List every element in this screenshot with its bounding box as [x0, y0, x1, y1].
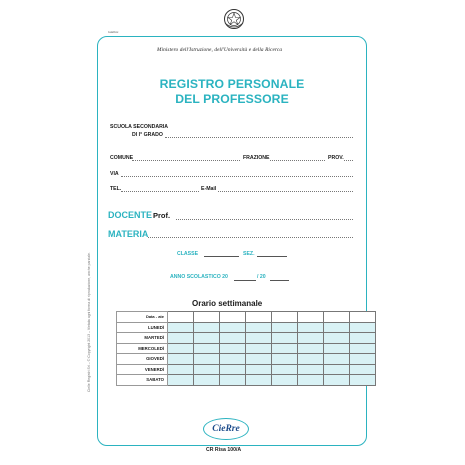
label-tel: TEL.: [110, 186, 122, 192]
schedule-cell[interactable]: [298, 322, 324, 333]
schedule-cell[interactable]: [246, 375, 272, 386]
schedule-cell[interactable]: [220, 322, 246, 333]
hour-header-cell[interactable]: [298, 312, 324, 323]
docente-field-line[interactable]: [176, 219, 353, 220]
schedule-cell[interactable]: [220, 375, 246, 386]
schedule-cell[interactable]: [324, 343, 350, 354]
anno-start-line[interactable]: [234, 280, 256, 281]
label-prof: Prof.: [153, 211, 171, 220]
schedule-cell[interactable]: [272, 375, 298, 386]
schedule-cell[interactable]: [350, 333, 376, 344]
schedule-cell[interactable]: [168, 322, 194, 333]
prov-field-line[interactable]: [344, 160, 353, 161]
day-label: SABATO: [117, 375, 168, 386]
via-field-line[interactable]: [121, 176, 353, 177]
day-label: LUNEDÌ: [117, 322, 168, 333]
schedule-cell[interactable]: [246, 364, 272, 375]
schedule-cell[interactable]: [220, 364, 246, 375]
schedule-cell[interactable]: [168, 375, 194, 386]
schedule-cell[interactable]: [272, 333, 298, 344]
schedule-cell[interactable]: [194, 375, 220, 386]
republic-emblem-icon: [222, 7, 246, 31]
schedule-cell[interactable]: [220, 354, 246, 365]
comune-field-line[interactable]: [132, 160, 240, 161]
table-row: [117, 322, 376, 333]
sez-field-line[interactable]: [257, 256, 287, 257]
day-label: VENERDÌ: [117, 364, 168, 375]
email-field-line[interactable]: [218, 191, 353, 192]
table-row: [117, 364, 376, 375]
schedule-cell[interactable]: [168, 333, 194, 344]
orario-table: [116, 311, 376, 386]
schedule-cell[interactable]: [350, 354, 376, 365]
anno-end-line[interactable]: [270, 280, 289, 281]
schedule-cell[interactable]: [324, 364, 350, 375]
schedule-cell[interactable]: [194, 343, 220, 354]
day-label: MERCOLEDÌ: [117, 343, 168, 354]
table-row: [117, 375, 376, 386]
label-anno-sep: / 20: [257, 274, 266, 280]
schedule-cell[interactable]: [324, 354, 350, 365]
corner-tag: Giallos: [108, 30, 119, 34]
hour-header-cell[interactable]: [194, 312, 220, 323]
schedule-cell[interactable]: [350, 343, 376, 354]
ministry-heading: Ministero dell'Istruzione, dell'Università e della Ricerca: [157, 47, 283, 53]
frazione-field-line[interactable]: [270, 160, 325, 161]
schedule-cell[interactable]: [246, 343, 272, 354]
document-title-line2: DEL PROFESSORE: [175, 92, 289, 106]
label-scuola: SCUOLA SECONDARIA: [110, 124, 169, 130]
schedule-cell[interactable]: [168, 343, 194, 354]
hour-header-cell[interactable]: [220, 312, 246, 323]
schedule-cell[interactable]: [194, 364, 220, 375]
schedule-cell[interactable]: [324, 322, 350, 333]
schedule-cell[interactable]: [298, 343, 324, 354]
schedule-cell[interactable]: [194, 333, 220, 344]
schedule-cell[interactable]: [298, 354, 324, 365]
label-grado: DI I° GRADO: [132, 132, 163, 138]
schedule-cell[interactable]: [220, 343, 246, 354]
schedule-cell[interactable]: [168, 354, 194, 365]
schedule-cell[interactable]: [324, 333, 350, 344]
label-materia: MATERIA: [108, 229, 149, 239]
schedule-cell[interactable]: [194, 354, 220, 365]
schedule-cell[interactable]: [246, 354, 272, 365]
orario-title: Orario settimanale: [192, 299, 263, 308]
label-email: E-Mail: [201, 186, 217, 192]
schedule-cell[interactable]: [272, 354, 298, 365]
schedule-cell[interactable]: [246, 322, 272, 333]
scuola-field-line[interactable]: [165, 137, 353, 138]
schedule-cell[interactable]: [350, 322, 376, 333]
schedule-cell[interactable]: [272, 364, 298, 375]
table-header-label: Data - ate: [117, 312, 168, 323]
hour-header-cell[interactable]: [168, 312, 194, 323]
table-row: [117, 343, 376, 354]
publisher-logo: [203, 418, 249, 440]
label-prov: PROV.: [328, 155, 344, 161]
product-code: CR Risa 100/A: [206, 447, 242, 453]
hour-header-cell[interactable]: [350, 312, 376, 323]
schedule-cell[interactable]: [298, 333, 324, 344]
schedule-cell[interactable]: [350, 364, 376, 375]
hour-header-cell[interactable]: [272, 312, 298, 323]
schedule-cell[interactable]: [168, 364, 194, 375]
document-title-line1: REGISTRO PERSONALE: [159, 77, 305, 91]
table-header-row: [117, 312, 376, 323]
tel-field-line[interactable]: [121, 191, 199, 192]
label-frazione: FRAZIONE: [243, 155, 270, 161]
day-label: GIOVEDÌ: [117, 354, 168, 365]
schedule-cell[interactable]: [298, 364, 324, 375]
logo-text: CieRre: [212, 424, 240, 434]
label-comune: COMUNE: [110, 155, 134, 161]
schedule-cell[interactable]: [298, 375, 324, 386]
label-docente: DOCENTE: [108, 210, 153, 220]
label-via: VIA: [110, 171, 119, 177]
label-classe: CLASSE: [177, 251, 199, 257]
label-anno: ANNO SCOLASTICO 20: [170, 274, 228, 280]
materia-field-line[interactable]: [148, 237, 353, 238]
day-label: MARTEDÌ: [117, 333, 168, 344]
schedule-cell[interactable]: [272, 322, 298, 333]
schedule-cell[interactable]: [246, 333, 272, 344]
schedule-cell[interactable]: [194, 322, 220, 333]
hour-header-cell[interactable]: [324, 312, 350, 323]
table-row: [117, 333, 376, 344]
schedule-cell[interactable]: [220, 333, 246, 344]
table-row: [117, 354, 376, 365]
hour-header-cell[interactable]: [246, 312, 272, 323]
label-sez: SEZ.: [243, 251, 255, 257]
classe-field-line[interactable]: [204, 256, 239, 257]
schedule-cell[interactable]: [272, 343, 298, 354]
copyright-side-note: Cielle Registri Srl – © Copyright 2013 – Vietata ogni forma di riproduzione, anche parziale.: [87, 252, 91, 392]
schedule-cell[interactable]: [350, 375, 376, 386]
schedule-cell[interactable]: [324, 375, 350, 386]
